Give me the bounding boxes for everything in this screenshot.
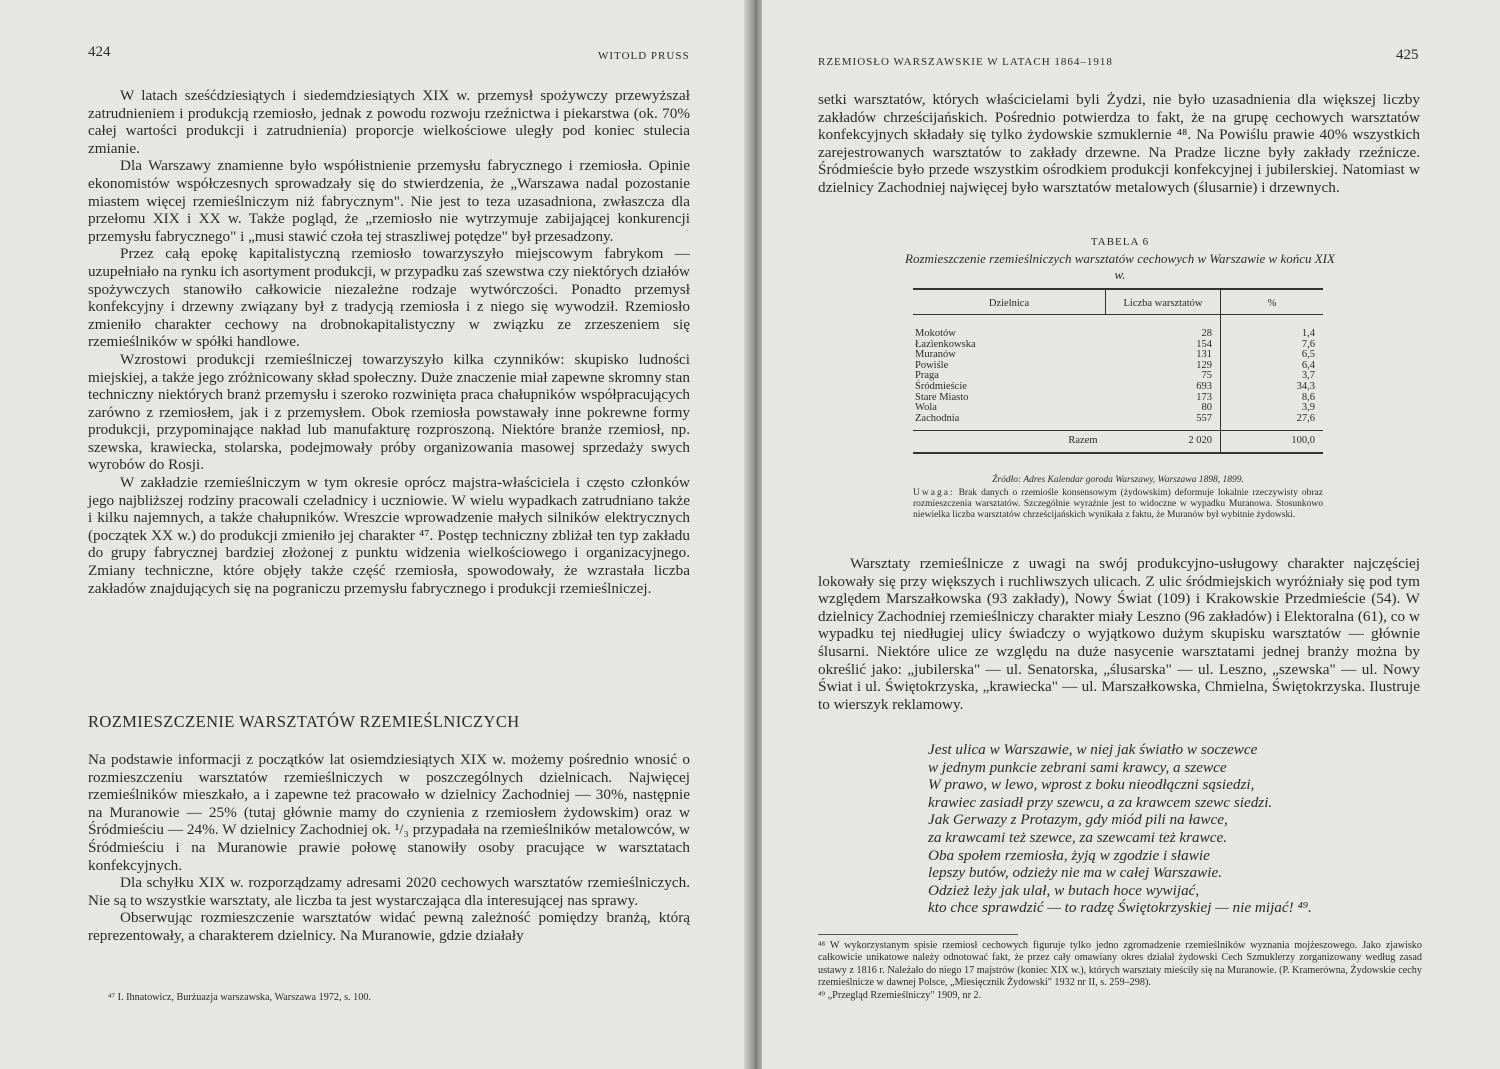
poem-line: Odzież leży jak ulał, w butach hoce wywijać, [928,881,1200,899]
cell-district: Praga [915,370,939,382]
paragraph: W zakładzie rzemieślniczym w tym okresie oprócz majstra-właściciela i często członków jego najbliższej rodziny pracowali czeladnicy i uczniowie. W wielu wypadkach zatrudniano także i kilku najemnych, a także chałupników. Wreszcie wprowadzenie małych silników elektrycznych (początek XX w.) do produkcji zmieniło jej charakter ⁴⁷. Postęp techniczny zbliżał ten typ zakładu do grupy fabrycznej bardziej złożonej z punktu widzenia wielkościowego i organizacyjnego. Zmiany techniczne, które objęły także część rzemiosła, spowodowały, że wzrastała liczba zakładów znajdujących się na pograniczu przemysłu fabrycznego i produkcji rzemieślniczej. [88,474,690,597]
left-body-text [88,87,690,597]
table-row [913,403,1323,414]
section-body-text [88,751,690,945]
cell-district: Muranów [915,349,956,361]
footnote-48: ⁴⁸ W wykorzystanym spisie rzemiosł cechowych figuruje tylko jedno zgromadzenie rzemieślników wyznania mojżeszowego. Jako zjawisko całkowicie unikatowe należy odnotować fakt, że przez cały omawiany okres działał żydowski Cech Szmuklerzy zorganizowany według zasad ustawy z 1816 r. Należało do niego 17 majstrów (koniec XIX w.), których warsztaty mieściły się na Muranowie. (P. Kramerówna, Żydowskie cechy rzemieślnicze w dawnej Polsce, „Miesięcznik Żydowski" 1932 nr II, s. 259–298). [818,940,1422,989]
table-row [913,350,1323,361]
cell-district: Stare Miasto [915,391,969,403]
header-count: Liczba warsztatów [1106,289,1221,315]
cell-count: 173 [1196,391,1212,403]
table-row [913,340,1323,351]
poem-line: w jednym punkcie zebrani sami krawcy, a szewce [928,758,1227,776]
left-page-number: 424 [88,44,111,60]
table-notes [913,475,1323,521]
cell-count: 557 [1196,412,1212,424]
cell-percent: 27,6 [1221,414,1324,431]
footnote-47: ⁴⁷ I. Ihnatowicz, Burżuazja warszawska, Warszawa 1972, s. 100. [108,992,371,1003]
cell-district: Zachodnia [915,412,960,424]
table-header-row [913,289,1323,315]
right-body-text-top [818,91,1420,197]
cell-total-label: Razem [913,431,1106,453]
cell-district: Wola [915,402,937,414]
paragraph: Przez całą epokę kapitalistyczną rzemiosło towarzyszyło miejscowym fabrykom — uzupełniało na rynku ich asortyment produkcji, w przypadku zaś szewstwa czy niektórych działów spożywczych stanowiło całkowicie niezależne rodzaje wytwórczości. Ponadto przemysł konfekcyjny i drzewny związany był z tradycją rzemiosła i z niego się wywodził. Rzemiosło zmieniło charakter cechowy na drobnokapitalistyczny w związku ze zrzeszeniem się rzemieślników w spółki handlowe. [88,245,690,351]
poem-line: W prawo, w lewo, wprost z boku nieodłączni sąsiedzi, [928,776,1255,794]
table-row [913,393,1323,404]
paragraph: Na podstawie informacji z początków lat osiemdziesiątych XIX w. możemy pośrednio wnosić o rozmieszczeniu warsztatów rzemieślniczych w poszczególnych dzielnicach. Najwięcej rzemieślników mieszkało, a i zapewne też pracowało w dzielnicy Zachodniej — 30%, następnie na Muranowie — 25% (tutaj głównie mamy do czynienia z rzemiosłem żydowskim) oraz w Śródmieściu — 24%. W dzielnicy Zachodniej ok. ¹/₃ przypadała na rzemieślników metalowców, w Śródmieściu i na Muranowie prawie połowę stanowiły osoby pracujące w warsztatach konfekcyjnych. [88,751,690,874]
table-caption [900,236,1340,283]
section-heading: ROZMIESZCZENIE WARSZTATÓW RZEMIEŚLNICZYCH [88,712,520,731]
right-page-number: 425 [1396,47,1419,63]
paragraph: Dla Warszawy znamienne było współistnienie przemysłu fabrycznego i rzemiosła. Opinie ekonomistów współczesnych sprowadzały się do stwierdzenia, że „Warszawa nadal pozostanie miastem więcej rzemieślniczym niż fabrycznym". Nie jest to teza uzasadniona, zwłaszcza dla przełomu XIX i XX w. Także pogląd, że „rzemiosło nie wytrzymuje zabijającej konkurencji przemysłu fabrycznego" i „musi stawić czoła tej straszliwej potędze" był przesadzony. [88,157,690,245]
cell-count: 75 [1201,370,1212,382]
table-total-row [913,431,1323,453]
poem-line: Oba społem rzemiosła, żyją w zgodzie i sławie [928,846,1210,864]
workshop-table [913,288,1323,454]
cell-district: Łazienkowska [915,338,976,350]
cell-percent: 3,9 [1221,403,1324,414]
table-note-label: Uwaga: [913,488,955,498]
footnote-rule [818,934,1018,935]
cell-percent: 3,7 [1221,371,1324,382]
paragraph: Dla schyłku XIX w. rozporządzamy adresami 2020 cechowych warsztatów rzemieślniczych. Nie są to wszystkie warsztaty, ale liczba ta jest wystarczająca dla interesującej nas sprawy. [88,874,690,909]
footnote-49: ⁴⁹ „Przegląd Rzemieślniczy" 1909, nr 2. [818,989,982,1001]
poem-line: Jak Gerwazy z Protazym, gdy miód pili na ławce, [928,811,1228,829]
cell-count: 80 [1201,402,1212,414]
poem-line: za krawcami też szewce, za szewcami też krawce. [928,828,1228,846]
right-running-head: RZEMIOSŁO WARSZAWSKIE W LATACH 1864–1918 [818,56,1113,68]
cell-percent: 34,3 [1221,382,1324,393]
poem-line: lepszy butów, odzieży nie ma w całej Warszawie. [928,864,1223,882]
cell-count: 693 [1196,380,1212,392]
table-row [913,361,1323,372]
paragraph: Obserwując rozmieszczenie warsztatów widać pewną zależność pomiędzy branżą, którą reprezentowały, a charakterem dzielnicy. Na Muranowie, gdzie działały [88,909,690,944]
cell-count: 154 [1196,338,1212,350]
poem-line: Jest ulica w Warszawie, w niej jak światło w soczewce [928,741,1258,758]
header-district: Dzielnica [913,289,1106,315]
table-label: TABELA 6 [1090,236,1150,248]
advertising-poem [928,741,1312,917]
paragraph: Warsztaty rzemieślnicze z uwagi na swój produkcyjno-usługowy charakter najczęściej lokowały się przy większych i ruchliwszych ulicach. Z ulic śródmiejskich wyróżniały się pod tym względem Marszałkowska (93 zakłady), Nowy Świat (109) i Krakowskie Przedmieście (54). W dzielnicy Zachodniej rzemieślniczy charakter miały Leszno (96 zakładów) i Elektoralna (61), co w wypadku tej niedługiej ulicy świadczy o wyjątkowo dużym skupisku warsztatów — głównie ślusarni. Niektóre ulice ze względu na duże nasycenie warsztatami jednej branży można by określić jako: „jubilerska" — ul. Senatorska, „ślusarska" — ul. Leszno, „szewska" — ul. Nowy Świat i ul. Świętokrzyska, „krawiecka" — ul. Marszałkowska, Chmielna, Świętokrzyska. Ilustruje to wierszyk reklamowy. [818,555,1420,713]
table-title: Rozmieszczenie rzemieślniczych warsztatów cechowych w Warszawie w końcu XIX w. [905,251,1335,282]
table-row [913,414,1323,431]
table-row [913,382,1323,393]
paragraph: setki warsztatów, których właścicielami byli Żydzi, nie było uzasadnienia dla większej liczby zakładów chrześcijańskich. Pośrednio potwierdza to fakt, że na grupę cechowych warsztatów konfekcyjnych składały się tylko żydowskie szmuklernie ⁴⁸. Na Powiślu prawie 40% wszystkich zarejestrowanych warsztatów to zakłady drzewne. Na Pradze liczne były zakłady rzeźnicze. Śródmieście było przede wszystkim ośrodkiem produkcji konfekcyjnej i jubilerskiej. Natomiast w dzielnicy Zachodniej najwięcej było warsztatów metalowych (ślusarnie) i drzewnych. [818,91,1420,196]
left-running-head: WITOLD PRUSS [598,50,690,62]
header-percent: % [1221,289,1324,315]
cell-count: 131 [1196,349,1212,361]
cell-percent: 1,4 [1221,315,1324,340]
cell-district: Mokotów [915,328,956,339]
paragraph: W latach sześćdziesiątych i siedemdziesiątych XIX w. przemysł spożywczy przewyższał zatrudnieniem i produkcją rzemiosło, jednak z powodu rozwoju rzeźnictwa i piekarstwa (ok. 70% całej wartości produkcji i zatrudnienia) proporcje wielkościowe uległy pod koniec stulecia zmianie. [88,87,690,157]
poem-line: kto chce sprawdzić — to radzę Świętokrzyskiej — nie mijać! ⁴⁹. [928,899,1312,917]
cell-total-percent: 100,0 [1221,431,1324,453]
cell-percent: 6,4 [1221,361,1324,372]
cell-count: 28 [1201,328,1212,339]
cell-percent: 8,6 [1221,393,1324,404]
table-note [913,488,1323,521]
table-source: Źródło: Adres Kalendar goroda Warszawy, Warszawa 1898, 1899. [992,475,1244,485]
cell-percent: 7,6 [1221,340,1324,351]
table-row [913,371,1323,382]
cell-district: Śródmieście [915,380,967,392]
cell-percent: 6,5 [1221,350,1324,361]
poem-line: krawiec zasiadł przy szewcu, a za krawcem szewc siedzi. [928,793,1273,811]
cell-district: Powiśle [915,359,949,371]
cell-total-count: 2 020 [1106,431,1221,453]
table-note-text: Brak danych o rzemiośle konsensowym (żydowskim) deformuje lokalnie rzeczywisty obraz rozmieszczenia warsztatów. Szczególnie wyraźnie jest to widoczne w wypadku Muranowa. Stosunkowo niewielka liczba warsztatów chrześcijańskich wynikała z faktu, że Muranów był wybitnie żydowski. [913,488,1323,520]
right-footnotes [818,940,1422,1002]
paragraph: Wzrostowi produkcji rzemieślniczej towarzyszyło kilka czynników: skupisko ludności miejskiej, a także jego zróżnicowany skład społeczny. Duże znaczenie miał zapewne skromny stan techniczny niektórych branż przemysłu i szeroko rozwinięta praca chałupników współpracujących zarówno z rzemiosłem, jak i z przemysłem. Obok rzemiosła powstawały inne pokrewne formy produkcji, przypominające nakład lub manufakturę rozproszoną. Niektóre branże rzemiosł, np. szewska, krawiecka, stolarska, podejmowały próby organizowania masowej sprzedaży swych wyrobów do Rosji. [88,350,690,474]
cell-count: 129 [1196,359,1212,371]
right-body-text-bottom [818,555,1420,713]
table-row [913,315,1323,340]
